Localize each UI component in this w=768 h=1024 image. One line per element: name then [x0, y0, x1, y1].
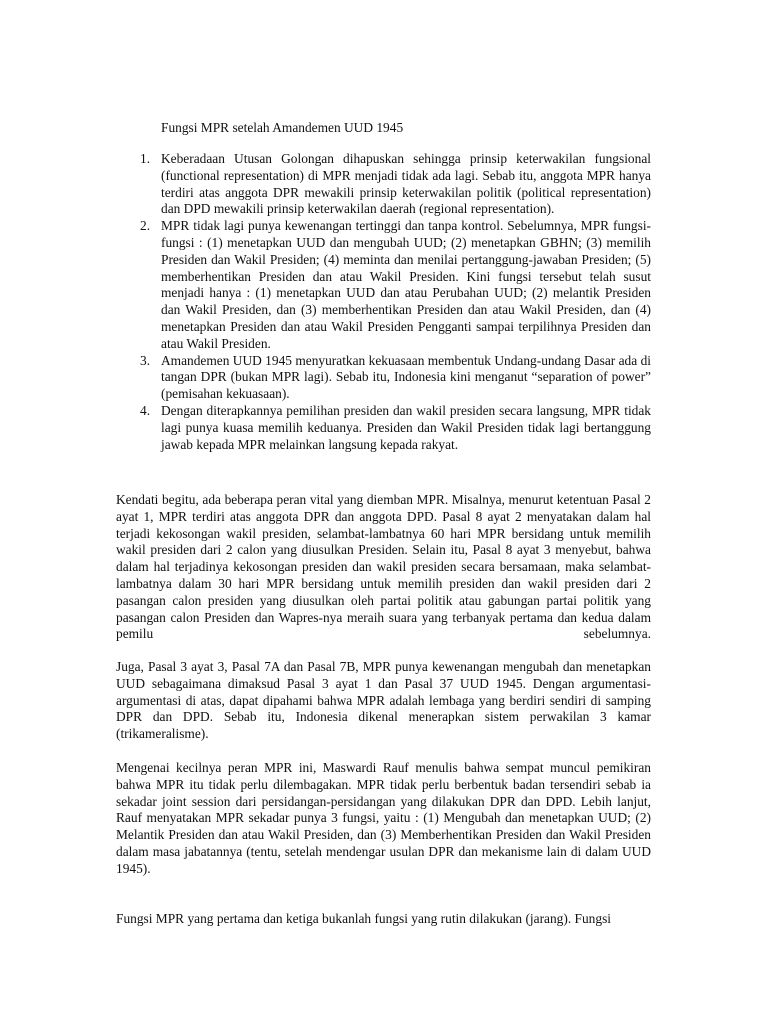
list-number: 4.	[140, 402, 151, 418]
list-item-text: MPR tidak lagi punya kewenangan tertinggi dan tanpa kontrol. Sebelumnya, MPR fungsi-fungsi : (1) menetapkan UUD dan mengubah UUD; (2) menetapkan GBHN; (3) memilih Presiden dan Wakil Presiden; (4) meminta dan menilai pertanggung-jawaban Presiden; (5) memberhentikan Presiden dan atau Wakil Presiden. Kini fungsi tersebut telah susut menjadi hanya : (1) menetapkan UUD dan atau Perubahan UUD; (2) melantik Presiden dan Wakil Presiden, dan (3) memberhentikan Presiden dan atau Wakil Presiden, dan (4) menetapkan Presiden dan atau Wakil Presiden Pengganti sampai terpilihnya Presiden dan atau Wakil Presiden.	[161, 218, 651, 351]
numbered-list	[116, 151, 651, 453]
body-paragraph: Fungsi MPR yang pertama dan ketiga bukanlah fungsi yang rutin dilakukan (jarang). Fungsi	[116, 911, 611, 926]
list-item	[116, 353, 651, 403]
list-number: 2.	[140, 218, 151, 234]
list-item-text: Dengan diterapkannya pemilihan presiden dan wakil presiden secara langsung, MPR tidak lagi punya kuasa memilih keduanya. Presiden dan Wakil Presiden tidak lagi bertanggung jawab kepada MPR melainkan langsung kepada rakyat.	[161, 402, 651, 452]
document-title: Fungsi MPR setelah Amandemen UUD 1945	[161, 120, 404, 135]
list-item	[116, 403, 651, 453]
body-paragraph: Juga, Pasal 3 ayat 3, Pasal 7A dan Pasal 7B, MPR punya kewenangan mengubah dan menetapkan UUD sebagaimana dimaksud Pasal 3 ayat 1 dan Pasal 37 UUD 1945. Dengan argumentasi-argumentasi di atas, dapat dipahami bahwa MPR adalah lembaga yang berdiri sendiri di samping DPR dan DPD. Sebab itu, Indonesia dikenal menerapkan sistem perwakilan 3 kamar (trikameralisme).	[116, 659, 651, 742]
body-paragraph: Mengenai kecilnya peran MPR ini, Maswardi Rauf menulis bahwa sempat muncul pemikiran bahwa MPR itu tidak perlu dilembagakan. MPR tidak perlu berbentuk badan tersendiri sebab ia sekadar joint session dari persidangan-persidangan yang dilakukan DPR dan DPD. Lebih lanjut, Rauf menyatakan MPR sekadar punya 3 fungsi, yaitu : (1) Mengubah dan menetapkan UUD; (2) Melantik Presiden dan atau Wakil Presiden, dan (3) Memberhentikan Presiden dan Wakil Presiden dalam masa jabatannya (tentu, setelah mendengar usulan DPR dan mekanisme lain di dalam UUD 1945).	[116, 760, 651, 876]
body-paragraph: Kendati begitu, ada beberapa peran vital yang diemban MPR. Misalnya, menurut ketentuan Pasal 2 ayat 1, MPR terdiri atas anggota DPR dan anggota DPD. Pasal 8 ayat 2 menyatakan dalam hal terjadi kekosongan wakil presiden, selambat-lambatnya 60 hari MPR bersidang untuk memilih wakil presiden dari 2 calon yang diusulkan Presiden. Selain itu, Pasal 8 ayat 3 menyebut, bahwa dalam hal terjadinya kekosongan presiden dan wakil presiden secara bersamaan, maka selambat-lambatnya dalam 30 hari MPR bersidang untuk memilih presiden dan wakil presiden dari 2 pasangan calon presiden yang diusulkan oleh partai politik atau gabungan partai politik yang pasangan calon Presiden dan Wapres-nya meraih suara yang terbanyak pertama dan kedua dalam pemilu sebelumnya.	[116, 492, 651, 642]
list-number: 1.	[140, 151, 151, 166]
list-item-text: Keberadaan Utusan Golongan dihapuskan sehingga prinsip keterwakilan fungsional (functional representation) di MPR menjadi tidak ada lagi. Sebab itu, anggota MPR hanya terdiri atas anggota DPR mewakili prinsip keterwakilan politik (political representation) dan DPD mewakili prinsip keterwakilan daerah (regional representation).	[161, 151, 651, 217]
list-item	[116, 218, 651, 352]
list-item-text: Amandemen UUD 1945 menyuratkan kekuasaan membentuk Undang-undang Dasar ada di tangan DPR (bukan MPR lagi). Sebab itu, Indonesia kini menganut “separation of power” (pemisahan kekuasaan).	[161, 352, 651, 402]
list-item	[116, 151, 651, 218]
list-number: 3.	[140, 352, 151, 368]
